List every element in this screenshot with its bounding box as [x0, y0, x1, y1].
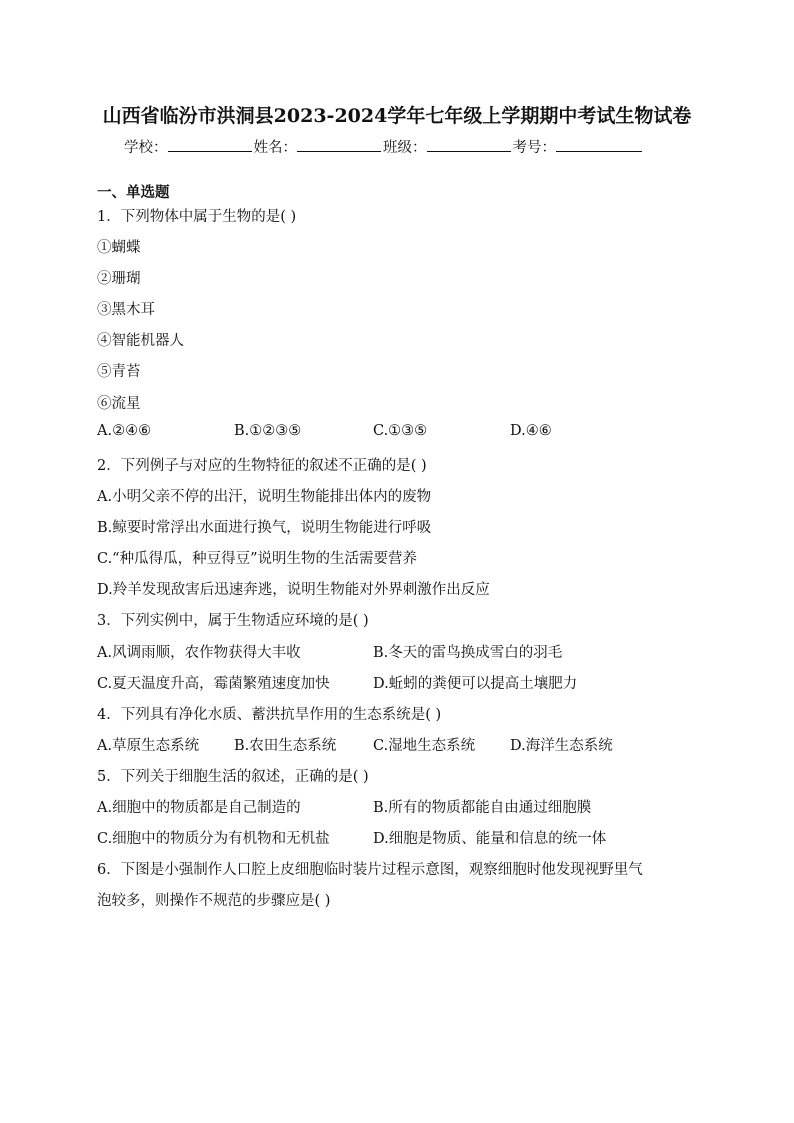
question-5-option-c[interactable]: C.细胞中的物质分为有机物和无机盐	[97, 831, 330, 847]
question-1-option-b[interactable]: B.①②③⑤	[234, 423, 302, 439]
question-5-option-b[interactable]: B.所有的物质都能自由通过细胞膜	[373, 800, 592, 816]
question-1-option-a[interactable]: A.②④⑥	[97, 423, 152, 439]
question-6-stem: 6．下图是小强制作人口腔上皮细胞临时装片过程示意图，观察细胞时他发现视野里气	[97, 862, 643, 878]
class-blank[interactable]	[427, 137, 511, 152]
question-1-option-d[interactable]: D.④⑥	[510, 423, 552, 439]
section-title: 一、单选题	[97, 184, 170, 201]
question-1-item: ⑥流星	[97, 396, 141, 412]
question-6-stem-continued: 泡较多，则操作不规范的步骤应是( )	[97, 893, 331, 909]
question-3-option-c[interactable]: C.夏天温度升高，霉菌繁殖速度加快	[97, 676, 330, 692]
class-label: 班级：	[383, 140, 427, 156]
question-1-item: ②珊瑚	[97, 271, 141, 287]
school-label: 学校：	[124, 140, 168, 156]
question-3-option-a[interactable]: A.风调雨顺，农作物获得大丰收	[97, 645, 301, 661]
question-1-stem: 1．下列物体中属于生物的是( )	[97, 209, 297, 225]
question-2-option-d[interactable]: D.羚羊发现敌害后迅速奔逃，说明生物能对外界刺激作出反应	[97, 582, 490, 598]
name-blank[interactable]	[297, 137, 381, 152]
question-5-option-d[interactable]: D.细胞是物质、能量和信息的统一体	[373, 831, 607, 847]
student-info-row	[124, 136, 644, 157]
question-1-item: ⑤青苔	[97, 364, 141, 380]
question-2-stem: 2．下列例子与对应的生物特征的叙述不正确的是( )	[97, 458, 427, 474]
question-5-stem: 5．下列关于细胞生活的叙述，正确的是( )	[97, 769, 369, 785]
question-1-item: ③黑木耳	[97, 302, 155, 318]
question-2-option-a[interactable]: A.小明父亲不停的出汗，说明生物能排出体内的废物	[97, 489, 432, 505]
question-2-option-b[interactable]: B.鲸要时常浮出水面进行换气，说明生物能进行呼吸	[97, 520, 432, 536]
number-blank[interactable]	[556, 137, 642, 152]
question-1-item: ①蝴蝶	[97, 240, 141, 256]
question-3-option-b[interactable]: B.冬天的雷鸟换成雪白的羽毛	[373, 645, 563, 661]
question-1-item: ④智能机器人	[97, 333, 184, 349]
name-label: 姓名：	[253, 140, 297, 156]
question-1-option-c[interactable]: C.①③⑤	[373, 423, 428, 439]
question-3-option-d[interactable]: D.蚯蚓的粪便可以提高土壤肥力	[373, 676, 578, 692]
question-3-stem: 3．下列实例中，属于生物适应环境的是( )	[97, 613, 369, 629]
question-4-option-d[interactable]: D.海洋生态系统	[510, 738, 613, 754]
question-4-option-c[interactable]: C.湿地生态系统	[373, 738, 476, 754]
question-5-option-a[interactable]: A.细胞中的物质都是自己制造的	[97, 800, 301, 816]
school-blank[interactable]	[168, 137, 252, 152]
question-4-option-b[interactable]: B.农田生态系统	[234, 738, 337, 754]
question-4-option-a[interactable]: A.草原生态系统	[97, 738, 200, 754]
exam-title: 山西省临汾市洪洞县2023-2024学年七年级上学期期中考试生物试卷	[102, 105, 692, 127]
question-2-option-c[interactable]: C.“种瓜得瓜，种豆得豆”说明生物的生活需要营养	[97, 551, 418, 567]
question-4-stem: 4．下列具有净化水质、蓄洪抗旱作用的生态系统是( )	[97, 707, 442, 723]
number-label: 考号：	[512, 140, 556, 156]
